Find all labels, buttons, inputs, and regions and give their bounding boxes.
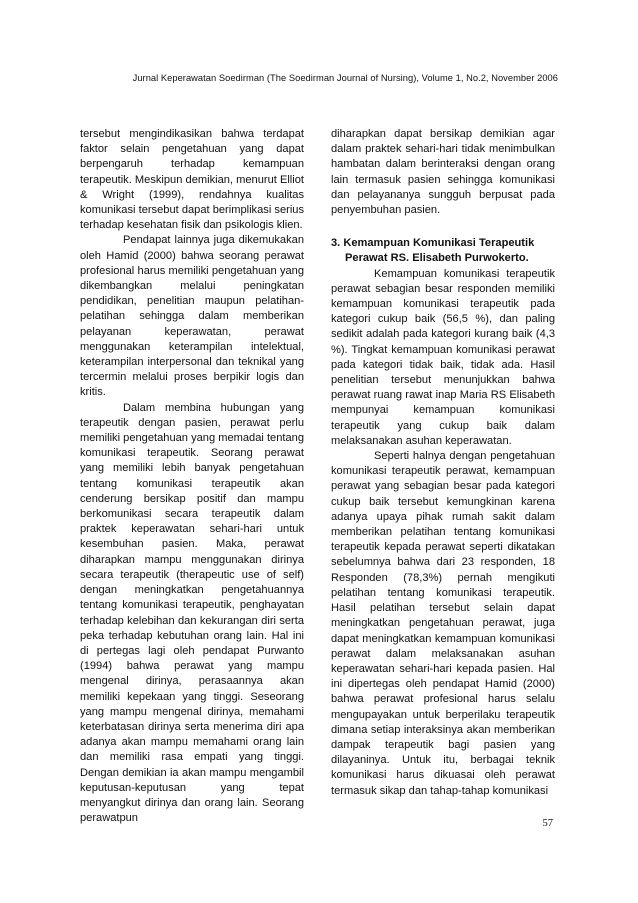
right-column — [331, 127, 555, 799]
section-spacer — [331, 218, 555, 236]
paragraph: tersebut mengindikasikan bahwa terdapat faktor selain pengetahuan yang dapat berpengaruh terhadap kemampuan terapeutik. Meskipun demikian, menurut Elliot & Wright (1999), rendahnya kualitas komunikasi tersebut dapat berimplikasi serius terhadap kesehatan fisik dan psikologis klien. — [80, 128, 304, 232]
paragraph: diharapkan dapat bersikap demikian agar dalam praktek sehari-hari tidak menimbulkan hambatan dalam berinteraksi dengan orang lain termasuk pasien sehingga komunikasi dan pelayananya sungguh berpusat pada penyembuhan pasien. — [331, 128, 555, 217]
left-column — [80, 127, 304, 826]
paragraph: Kemampuan komunikasi terapeutik perawat sebagian besar responden memiliki kemampuan komunikasi terapeutik pada kategori cukup baik (56,5 %), dan paling sedikit adalah pada kategori kurang baik (4,3 %). Tingkat kemampuan komunikasi perawat pada kategori tidak baik, tidak ada. Hasil penelitian tersebut menunjukkan bahwa perawat ruang rawat inap Maria RS Elisabeth mempunyai kemampuan komunikasi terapeutik yang cukup baik dalam melaksanakan asuhan keperawatan. — [331, 267, 555, 447]
section-heading: 3. Kemampuan Komunikasi Terapeutik Perawat RS. Elisabeth Purwokerto. — [331, 237, 535, 265]
paragraph: Dalam membina hubungan yang terapeutik dengan pasien, perawat perlu memiliki pengetahuan yang memadai tentang komunikasi terapeutik. Seorang perawat yang memiliki lebih banyak pengetahuan tentang komunikasi terapeutik akan cenderung bersikap positif dan mampu berkomunikasi secara terapeutik dalam praktek keperawatan sehari-hari untuk kesembuhan pasien. Maka, perawat diharapkan mampu menggunakan dirinya secara terapeutik (therapeutic use of self) dengan meningkatkan pengetahuannya tentang komunikasi terapeutik, penghayatan terhadap kelebihan dan kekurangan diri serta peka terhadap kebutuhan orang lain. Hal ini di pertegas lagi oleh pendapat Purwanto (1994) bahwa perawat yang mampu mengenal dirinya, perasaannya akan memiliki kepekaan yang tinggi. Seseorang yang mampu mengenal dirinya, memahami keterbatasan dirinya serta menerima diri apa adanya akan mampu memahami orang lain dan memiliki rasa empati yang tinggi. Dengan demikian ia akan mampu mengambil keputusan-keputusan yang tepat menyangkut dirinya dan orang lain. Seorang perawatpun — [80, 401, 304, 825]
paragraph: Pendapat lainnya juga dikemukakan oleh Hamid (2000) bahwa seorang perawat profesional harus memiliki pengetahuan yang dikembangkan melalui peningkatan pendidikan, penelitian maupun pelatihan-pelatihan sehingga dalam memberikan pelayanan keperawatan, perawat menggunakan keterampilan intelektual, keterampilan interpersonal dan teknikal yang tercermin melalui proses berpikir logis dan kritis. — [80, 234, 304, 399]
running-header: Jurnal Keperawatan Soedirman (The Soedirman Journal of Nursing), Volume 1, No.2, November 2006 — [132, 73, 558, 83]
page-number: 57 — [542, 818, 553, 829]
paragraph: Seperti halnya dengan pengetahuan komunikasi terapeutik perawat, kemampuan perawat yang sebagian besar pada kategori cukup baik tersebut kemungkinan karena adanya upaya pihak rumah sakit dalam memberikan pelatihan tentang komunikasi terapeutik kepada perawat seperti dikatakan sebelumnya bahwa dari 23 responden, 18 Responden (78,3%) pernah mengikuti pelatihan tentang komunikasi terapeutik. Hasil pelatihan tersebut selain dapat meningkatkan pengetahuan perawat, juga dapat meningkatkan kemampuan komunikasi perawat dalam melaksanakan asuhan keperawatan sehari-hari kepada pasien. Hal ini dipertegas oleh pendapat Hamid (2000) bahwa perawat profesional harus selalu mengupayakan untuk berperilaku terapeutik dimana setiap interaksinya akan memberikan dampak terapeutik bagi pasien yang dilayaninya. Untuk itu, berbagai teknik komunikasi harus dikuasai oleh perawat termasuk sikap dan tahap-tahap komunikasi — [331, 450, 555, 797]
